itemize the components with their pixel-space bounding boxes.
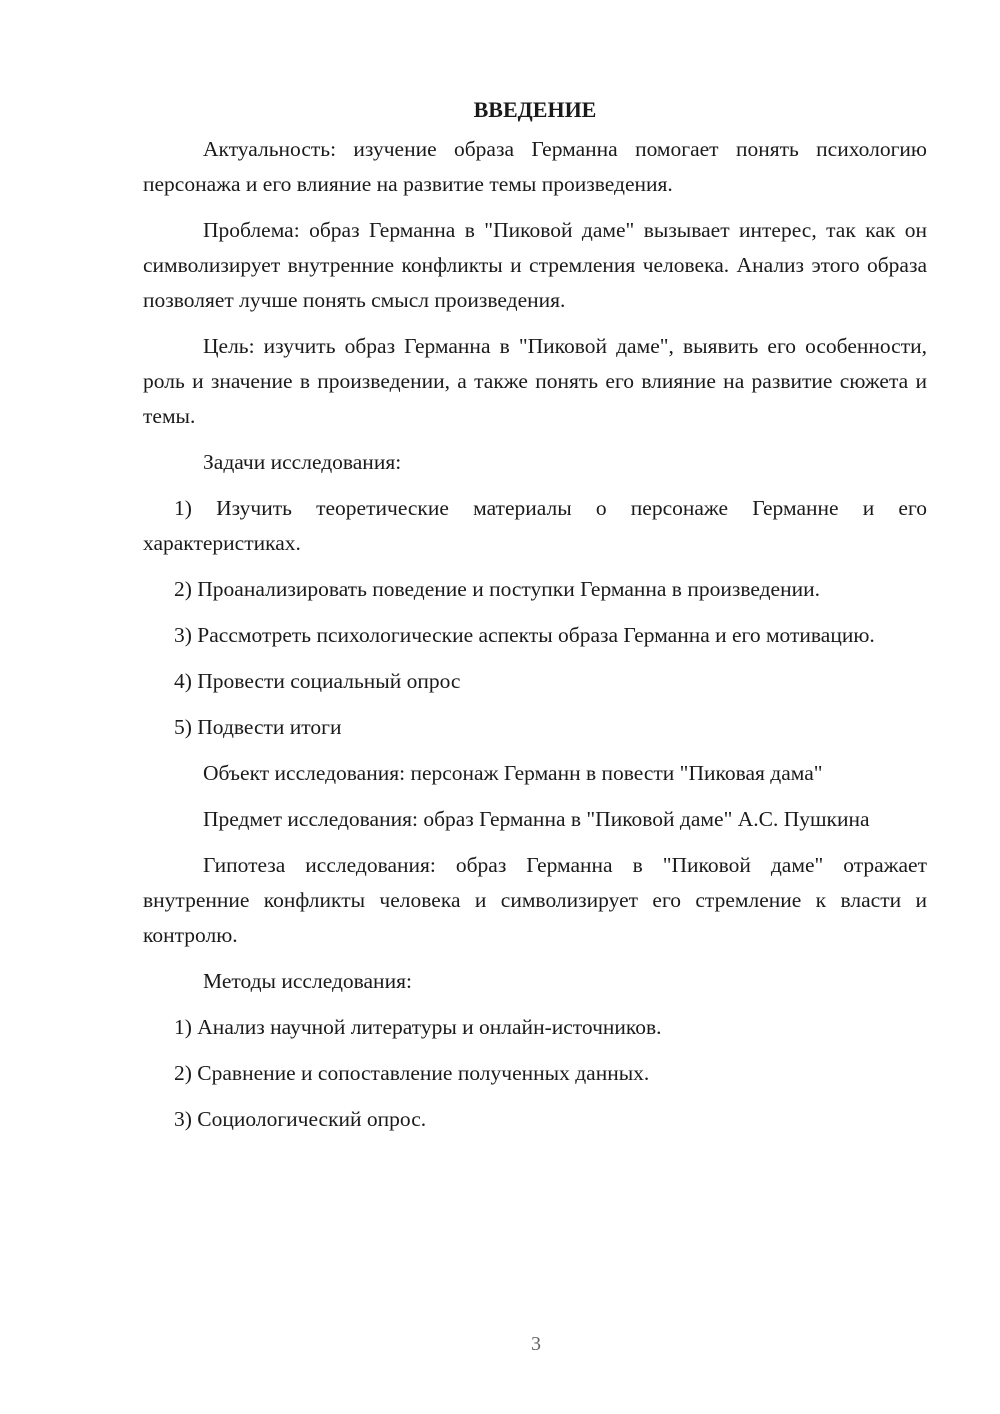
task-item-5: 5) Подвести итоги [174, 715, 342, 739]
page-number: 3 [531, 1333, 541, 1355]
task-item-3: 3) Рассмотреть психологические аспекты образа Германна и его мотивацию. [174, 623, 875, 647]
hypothesis-paragraph: Гипотеза исследования: образ Германна в "Пиковой даме" отражает внутренние конфликты человека и символизирует его стремление к власти и контролю. [143, 853, 927, 947]
object-paragraph: Объект исследования: персонаж Германн в повести "Пиковая дама" [203, 761, 823, 785]
relevance-paragraph: Актуальность: изучение образа Германна помогает понять психологию персонажа и его влияние на развитие темы произведения. [143, 137, 927, 196]
page-title: ВВЕДЕНИЕ [473, 97, 597, 122]
goal-paragraph: Цель: изучить образ Германна в "Пиковой даме", выявить его особенности, роль и значение в произведении, а также понять его влияние на развитие сюжета и темы. [143, 334, 927, 428]
task-item-4: 4) Провести социальный опрос [174, 669, 461, 693]
task-item-2: 2) Проанализировать поведение и поступки Германна в произведении. [174, 577, 820, 601]
method-item-1: 1) Анализ научной литературы и онлайн-источников. [174, 1015, 662, 1039]
tasks-title: Задачи исследования: [203, 450, 402, 474]
subject-paragraph: Предмет исследования: образ Германна в "Пиковой даме" А.С. Пушкина [203, 807, 870, 831]
document-page [143, 92, 927, 1137]
method-item-2: 2) Сравнение и сопоставление полученных данных. [174, 1061, 650, 1085]
task-item-1: 1) Изучить теоретические материалы о персонаже Германне и его характеристиках. [143, 496, 927, 555]
problem-paragraph: Проблема: образ Германна в "Пиковой даме" вызывает интерес, так как он символизирует внутренние конфликты и стремления человека. Анализ этого образа позволяет лучше понять смысл произведения. [143, 218, 927, 312]
method-item-3: 3) Социологический опрос. [174, 1107, 427, 1131]
methods-title: Методы исследования: [203, 969, 412, 993]
